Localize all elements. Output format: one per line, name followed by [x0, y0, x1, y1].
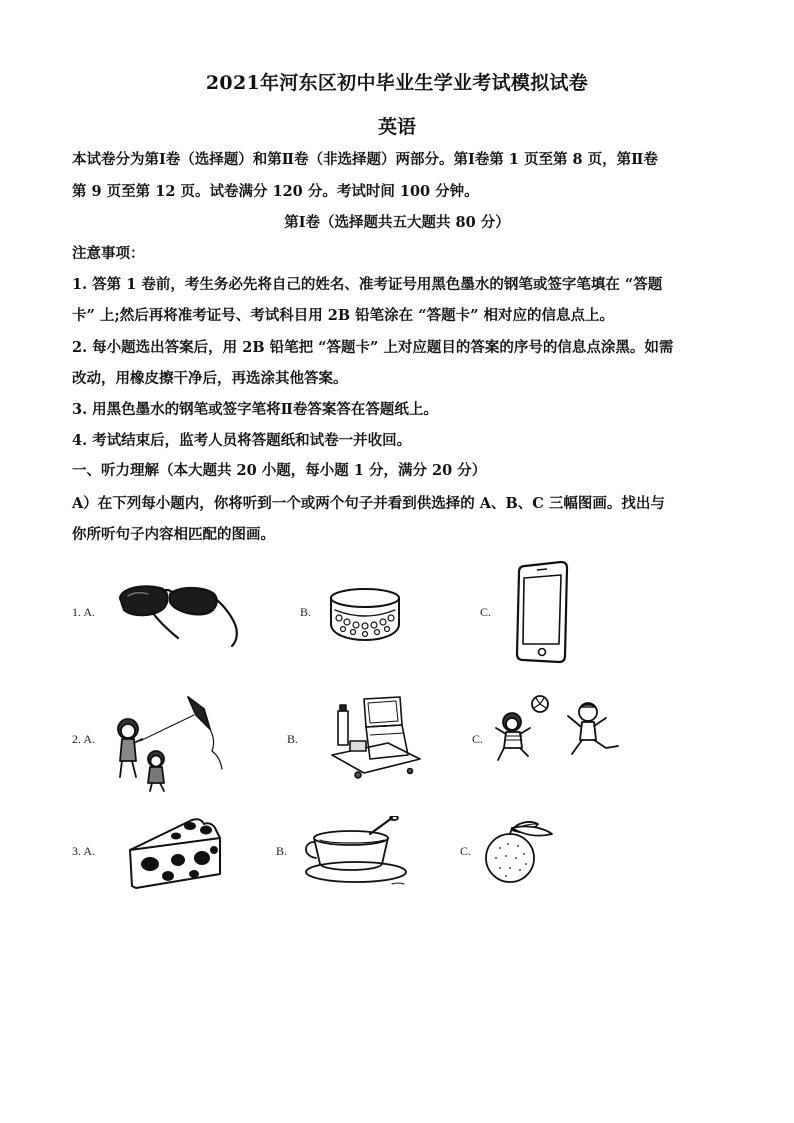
- note-1a: 1. 答第 1 卷前，考生务必先将自己的姓名、准考证号用黑色墨水的钢笔或签字笔填在 “答题: [72, 276, 663, 293]
- subject-title: 英语: [377, 116, 416, 138]
- bracelet-icon: [325, 582, 405, 644]
- mobile-phone-icon: [515, 560, 571, 664]
- page-title: 2021年河东区初中毕业生学业考试模拟试卷: [205, 72, 589, 94]
- note-4: 4. 考试结束后，监考人员将答题纸和试卷一并收回。: [72, 432, 412, 449]
- notes-heading: 注意事项：: [72, 245, 145, 262]
- q2-option-a-label: 2. A.: [72, 732, 96, 746]
- question-2: [0, 690, 794, 800]
- note-1b: 卡” 上;然后再将准考证号、考试科目用 2B 铅笔涂在 “答题卡” 相对应的信息点上。: [72, 307, 614, 324]
- q2-option-c-label: C.: [472, 732, 484, 746]
- sunglasses-icon: [112, 580, 242, 652]
- q1-option-a-label: 1. A.: [72, 605, 96, 619]
- kite-flying-icon: [110, 695, 230, 793]
- orange-icon: [482, 820, 558, 884]
- picnic-icon: [330, 695, 422, 785]
- question-3: [0, 810, 794, 920]
- intro-line-1: 本试卷分为第Ⅰ卷（选择题）和第Ⅱ卷（非选择题）两部分。第Ⅰ卷第 1 页至第 8 页，第Ⅱ卷: [72, 151, 658, 168]
- cheese-icon: [128, 816, 224, 892]
- note-2b: 改动，用橡皮擦干净后，再选涂其他答案。: [72, 370, 348, 387]
- part-a-line-1: A）在下列每小题内，你将听到一个或两个句子并看到供选择的 A、B、C 三幅图画。找出与: [72, 495, 665, 512]
- q2-option-b-label: B.: [287, 732, 299, 746]
- cup-of-tea-icon: [300, 816, 412, 886]
- q3-option-c-label: C.: [460, 844, 472, 858]
- q1-option-c-label: C.: [480, 605, 492, 619]
- note-3: 3. 用黑色墨水的钢笔或签字笔将Ⅱ卷答案答在答题纸上。: [72, 401, 438, 418]
- section-1-heading: 一、听力理解（本大题共 20 小题，每小题 1 分，满分 20 分）: [72, 462, 487, 479]
- note-2a: 2. 每小题选出答案后，用 2B 铅笔把 “答题卡” 上对应题目的答案的序号的信息点涂黑。如需: [72, 339, 674, 356]
- part-a-line-2: 你所听句子内容相匹配的图画。: [72, 526, 275, 543]
- question-1: [0, 560, 794, 670]
- q1-option-b-label: B.: [300, 605, 312, 619]
- q3-option-a-label: 3. A.: [72, 844, 96, 858]
- playing-football-icon: [494, 690, 624, 770]
- intro-line-2: 第 9 页至第 12 页。试卷满分 120 分。考试时间 100 分钟。: [72, 183, 479, 200]
- volume-heading: 第Ⅰ卷（选择题共五大题共 80 分）: [284, 214, 510, 231]
- q3-option-b-label: B.: [276, 844, 288, 858]
